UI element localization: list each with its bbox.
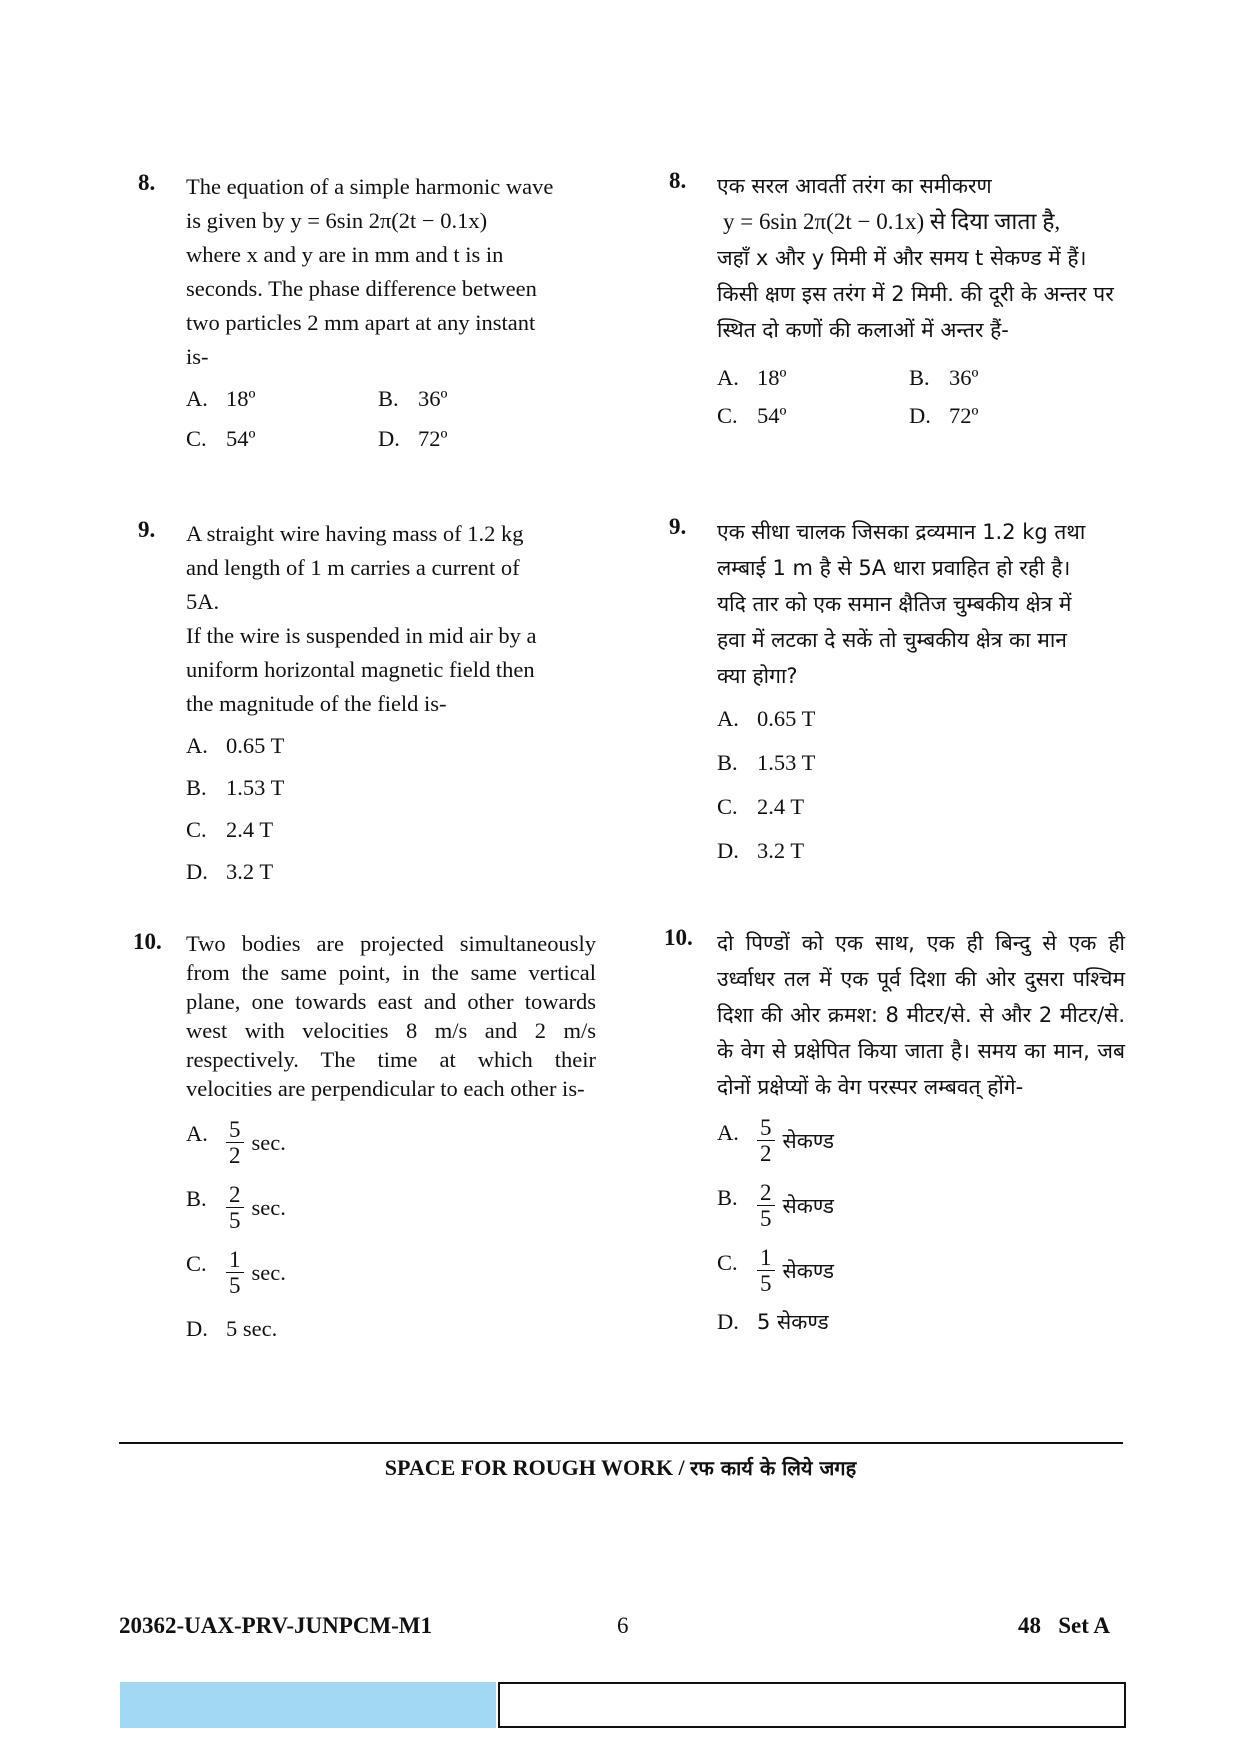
fraction: $\frac{2}{5}$: [226, 1182, 244, 1233]
question-text-line: यदि तार को एक समान क्षैतिज चुम्बकीय क्षेत्र में: [717, 592, 1072, 616]
question-text-line: is-: [186, 344, 209, 369]
option-c: C. 2.4 T: [186, 817, 274, 842]
option-c: C. 2.4 T: [717, 794, 805, 819]
question-number: 10.: [133, 929, 162, 954]
question-text: दो पिण्डों को एक साथ, एक ही बिन्दु से एक ही उर्ध्वाधर तल में एक पूर्व दिशा की ओर दुसरा पश्चिम दिशा की ओर क्रमश: 8 मीटर/से. से और 2 मीटर/से. के वेग से प्रक्षेपित किया जाता है। समय का मान, जब दोनों प्रक्षेप्यों के वेग परस्पर लम्बवत् होंगे-: [717, 931, 1125, 1099]
question-text-line: and length of 1 m carries a current of: [186, 555, 520, 580]
option-d: D. 5 सेकण्ड: [717, 1309, 829, 1334]
footer-blue-bar: [120, 1682, 496, 1728]
footer-box: [498, 1682, 1126, 1728]
question-text-line: जहाँ x और y मिमी में और समय t सेकण्ड में हैं।: [717, 246, 1087, 270]
question-number: 10.: [664, 925, 693, 950]
question-text: Two bodies are projected simultaneously from the same point, in the same vertical plane, one towards east and other towards west with velocities 8 m/s and 2 m/s respectively. The time at which their velocities are perpendicular to each other is-: [186, 931, 596, 1101]
question-text-line: 5A.: [186, 589, 220, 614]
question-text-line: लम्बाई 1 m है से 5A धारा प्रवाहित हो रही है।: [717, 556, 1071, 580]
question-text-line: where x and y are in mm and t is in: [186, 242, 504, 267]
option-a: A. 18º: [186, 386, 256, 411]
option-c: C. $\frac{1}{5}$ sec.: [186, 1247, 286, 1298]
option-d: D. 3.2 T: [717, 838, 805, 863]
question-text-line: uniform horizontal magnetic field then: [186, 657, 535, 682]
page-number: 6: [617, 1613, 629, 1638]
option-b: B. 1.53 T: [717, 750, 816, 775]
question-text-line: two particles 2 mm apart at any instant: [186, 310, 536, 335]
question-text-line: the magnitude of the field is-: [186, 691, 447, 716]
option-b: B. 36º: [378, 386, 448, 411]
fraction: $\frac{5}{2}$: [757, 1115, 775, 1166]
fraction: $\frac{1}{5}$: [226, 1247, 244, 1298]
option-d: D. 3.2 T: [186, 859, 274, 884]
question-number: 9.: [138, 517, 156, 542]
question-text-line: y = 6sin 2π(2t − 0.1x) से दिया जाता है,: [723, 209, 1061, 234]
option-d: D. 72º: [909, 403, 979, 428]
question-text-line: The equation of a simple harmonic wave: [186, 174, 554, 199]
option-c: C. 54º: [717, 403, 787, 428]
question-text-line: क्या होगा?: [717, 664, 798, 688]
option-a: A. 0.65 T: [717, 706, 816, 731]
divider-rule: [119, 1442, 1123, 1444]
question-text-line: If the wire is suspended in mid air by a: [186, 623, 537, 648]
option-a: A. 0.65 T: [186, 733, 285, 758]
question-text-line: एक सरल आवर्ती तरंग का समीकरण: [717, 174, 992, 198]
fraction: $\frac{2}{5}$: [757, 1180, 775, 1231]
question-text-line: seconds. The phase difference between: [186, 276, 537, 301]
question-number: 8.: [669, 168, 687, 193]
option-a: A. $\frac{5}{2}$ sec.: [186, 1117, 286, 1168]
option-d: D. 5 sec.: [186, 1316, 278, 1341]
set-label: 48 Set A: [1018, 1613, 1110, 1638]
question-number: 8.: [138, 170, 156, 195]
option-c: C. $\frac{1}{5}$ सेकण्ड: [717, 1245, 835, 1296]
fraction: $\frac{5}{2}$: [226, 1117, 244, 1168]
question-text-line: स्थित दो कणों की कलाओं में अन्तर हैं-: [717, 318, 1009, 342]
question-text-line: एक सीधा चालक जिसका द्रव्यमान 1.2 kg तथा: [717, 520, 1086, 544]
option-b: B. $\frac{2}{5}$ सेकण्ड: [717, 1180, 835, 1231]
question-text-line: A straight wire having mass of 1.2 kg: [186, 521, 524, 546]
rough-work-label: SPACE FOR ROUGH WORK / रफ कार्य के लिये जगह: [384, 1455, 857, 1480]
option-a: A. 18º: [717, 365, 787, 390]
fraction: $\frac{1}{5}$: [757, 1245, 775, 1296]
option-d: D. 72º: [378, 426, 448, 451]
question-number: 9.: [669, 514, 687, 539]
question-text-line: किसी क्षण इस तरंग में 2 मिमी. की दूरी के अन्तर पर: [717, 282, 1114, 306]
option-c: C. 54º: [186, 426, 256, 451]
option-b: B. $\frac{2}{5}$ sec.: [186, 1182, 286, 1233]
option-b: B. 36º: [909, 365, 979, 390]
paper-code: 20362-UAX-PRV-JUNPCM-M1: [119, 1613, 433, 1638]
question-text-line: is given by y = 6sin 2π(2t − 0.1x): [186, 208, 488, 233]
question-text-line: हवा में लटका दे सकें तो चुम्बकीय क्षेत्र का मान: [717, 628, 1067, 652]
option-a: A. $\frac{5}{2}$ सेकण्ड: [717, 1115, 835, 1166]
option-b: B. 1.53 T: [186, 775, 285, 800]
